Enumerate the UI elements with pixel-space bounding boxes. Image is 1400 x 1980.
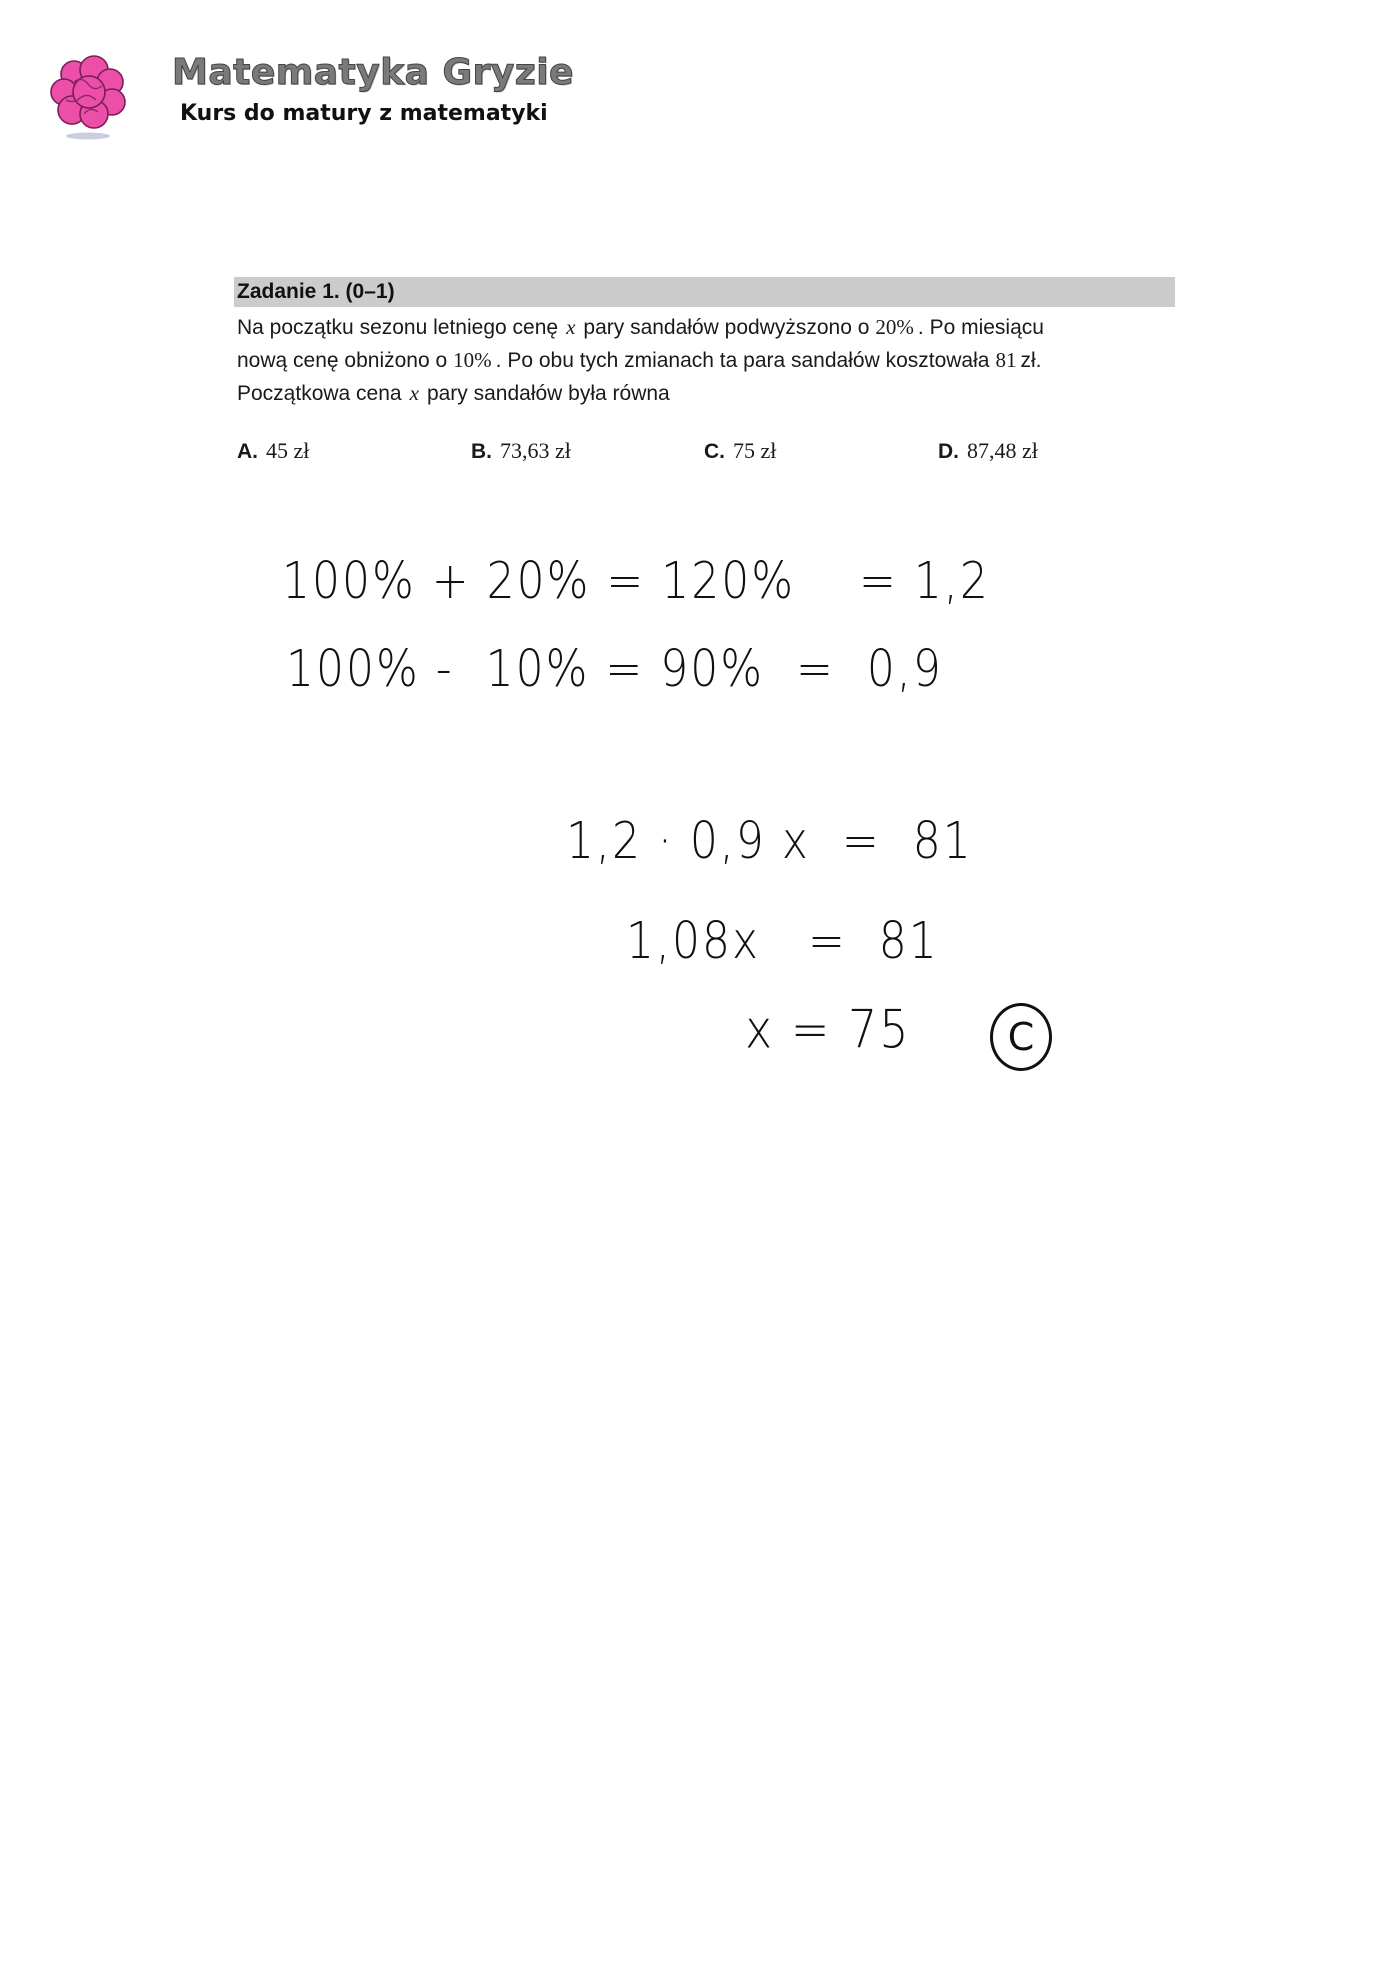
option-letter: A. bbox=[237, 440, 258, 463]
handwritten-step-4: 1,08x = 81 bbox=[626, 912, 939, 971]
option-value: 75 zł bbox=[733, 438, 777, 463]
option-letter: B. bbox=[471, 440, 492, 463]
option-c bbox=[704, 438, 776, 464]
task-statement bbox=[234, 311, 1175, 410]
text: . Po miesiącu bbox=[917, 316, 1044, 339]
text: . Po obu tych zmianach ta para sandałów kosztowała bbox=[495, 349, 990, 372]
answer-options bbox=[237, 438, 1177, 468]
option-b bbox=[471, 438, 571, 464]
text: zł. bbox=[1020, 349, 1042, 372]
math-variable: x bbox=[566, 315, 576, 339]
statement-line bbox=[237, 311, 1175, 344]
statement-line bbox=[237, 344, 1175, 377]
text: Na początku sezonu letniego cenę bbox=[237, 316, 559, 339]
math-number: 20% bbox=[875, 315, 914, 339]
brand-subtitle: Kurs do matury z matematyki bbox=[180, 101, 548, 126]
statement-line bbox=[237, 377, 1175, 410]
handwritten-step-3: 1,2 · 0,9 x = 81 bbox=[566, 812, 973, 871]
text: pary sandałów podwyższono o bbox=[583, 316, 870, 339]
math-number: 81 bbox=[995, 348, 1017, 372]
option-value: 87,48 zł bbox=[967, 438, 1038, 463]
logo bbox=[44, 52, 134, 142]
circled-answer: C bbox=[990, 1003, 1052, 1071]
math-variable: x bbox=[409, 381, 419, 405]
text: nową cenę obniżono o bbox=[237, 349, 448, 372]
option-d bbox=[938, 438, 1038, 464]
option-a bbox=[237, 438, 309, 464]
text: Początkowa cena bbox=[237, 382, 402, 405]
task-block bbox=[234, 277, 1175, 410]
handwritten-step-2: 100% - 10% = 90% = 0,9 bbox=[286, 640, 943, 699]
math-number: 10% bbox=[453, 348, 492, 372]
handwritten-step-1: 100% + 20% = 120% = 1,2 bbox=[282, 552, 990, 611]
option-value: 45 zł bbox=[266, 438, 310, 463]
option-letter: D. bbox=[938, 440, 959, 463]
task-title: Zadanie 1. (0–1) bbox=[234, 277, 1175, 307]
brand-title: Matematyka Gryzie bbox=[172, 52, 574, 93]
handwritten-step-5: x = 75 bbox=[745, 998, 911, 1061]
option-letter: C. bbox=[704, 440, 725, 463]
option-value: 73,63 zł bbox=[500, 438, 571, 463]
brain-icon bbox=[44, 52, 134, 142]
text: pary sandałów była równa bbox=[426, 382, 670, 405]
